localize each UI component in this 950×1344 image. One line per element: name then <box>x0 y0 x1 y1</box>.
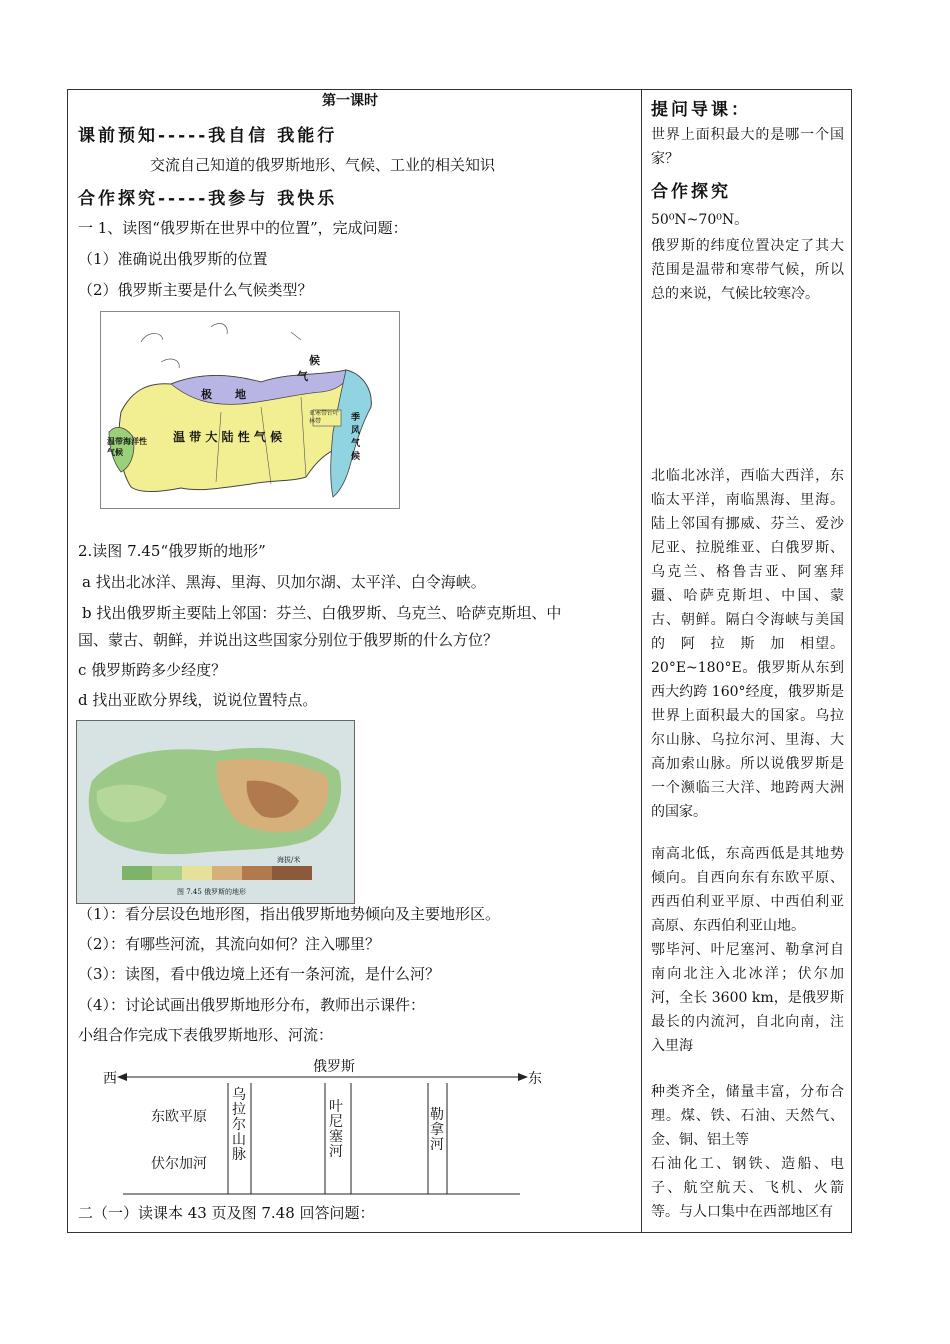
resources-text: 种类齐全，储量丰富，分布合理。煤、铁、石油、天然气、金、铜、铝土等 <box>651 1084 844 1148</box>
location-note <box>651 464 844 824</box>
label-maritime: 温带海洋性气候 <box>107 436 147 457</box>
question-2-a: a 找出北冰洋、黑海、里海、贝加尔湖、太平洋、白令海峡。 <box>82 573 486 591</box>
guide-text <box>651 123 844 171</box>
climate-note <box>651 234 844 306</box>
guide-text-p: 世界上面积最大的是哪一个国家？ <box>651 127 844 167</box>
label-polar-hou: 候 <box>309 354 320 367</box>
diagram-yenisei-river: 叶尼塞河 <box>329 1099 343 1160</box>
question-1-1: （1）准确说出俄罗斯的位置 <box>78 250 268 268</box>
latitude-note <box>651 208 844 232</box>
step-1: （1）：看分层设色地形图，指出俄罗斯地势倾向及主要地形区。 <box>78 905 501 923</box>
terrain-note <box>651 842 844 938</box>
question-1: 一 1、读图“俄罗斯在世界中的位置”，完成问题： <box>78 219 408 237</box>
diagram-east: 东 <box>528 1071 542 1087</box>
group-task: 小组合作完成下表俄罗斯地形、河流： <box>78 1026 334 1044</box>
question-1-2: （2）俄罗斯主要是什么气候类型？ <box>78 281 313 299</box>
russia-terrain-map <box>76 720 355 904</box>
label-yellow-box: 亚寒带针叶林带 <box>309 410 340 425</box>
industry-note <box>651 1152 844 1224</box>
step-3: （3）：读图，看中俄边境上还有一条河流，是什么河？ <box>78 965 441 983</box>
guide-heading: 提问导课： <box>651 100 751 120</box>
explore-heading: 合作探究-----我参与 我快乐 <box>78 189 338 209</box>
question-2-d: d 找出亚欧分界线，说说位置特点。 <box>78 691 318 709</box>
diagram-river: 伏尔加河 <box>151 1156 207 1172</box>
terrain-map-caption: 图 7.45 俄罗斯的地形 <box>177 888 247 896</box>
terrain-river-diagram <box>95 1050 545 1200</box>
question-2-b-line2: 国、蒙古、朝鲜，并说出这些国家分别位于俄罗斯的什么方位？ <box>78 631 499 649</box>
question-2-b-line1: b 找出俄罗斯主要陆上邻国：芬兰、白俄罗斯、乌克兰、哈萨克斯坦、中 <box>82 604 562 622</box>
terrain-legend-title: 海拔/米 <box>277 856 301 864</box>
location-text: 北临北冰洋，西临大西洋，东临太平洋，南临黑海、里海。陆上邻国有挪威、芬兰、爱沙尼亚、拉脱维亚、白俄罗斯、乌克兰、格鲁吉亚、阿塞拜疆、哈萨克斯坦、中国、蒙古、朝鲜。隔白令海峡与美国的 阿 拉 斯 加 相望。20°E~180°E。俄罗斯从东到西大约跨 160°经度，俄罗斯是世界上面积最大的国家。乌拉尔山脉、乌拉尔河、里海、大高加索山脉。所以说俄罗斯是一个濒临三大洋、地跨两大洲的国家。 <box>651 468 844 820</box>
label-polar-qi: 气 <box>297 370 308 383</box>
diagram-west: 西 <box>103 1071 117 1087</box>
label-monsoon-side: 季 风 气 候 <box>351 413 361 462</box>
question-2-c: c 俄罗斯跨多少经度？ <box>78 661 227 679</box>
diagram-plain: 东欧平原 <box>151 1109 207 1125</box>
preview-text: 交流自己知道的俄罗斯地形、气候、工业的相关知识 <box>150 156 496 174</box>
resources-note <box>651 1080 844 1152</box>
terrain-map-svg <box>77 721 354 903</box>
russia-climate-map <box>100 311 400 509</box>
rivers-note <box>651 938 844 1058</box>
diagram-title: 俄罗斯 <box>313 1059 355 1075</box>
label-polar: 极 地 <box>201 388 252 401</box>
diagram-lena-river: 勒拿河 <box>430 1107 444 1153</box>
label-temperate-continental: 温 带 大 陆 性 气 候 <box>173 430 283 444</box>
step-4: （4）：讨论试画出俄罗斯地形分布，教师出示课件： <box>78 996 426 1014</box>
part-2-question: 二（一）读课本 43 页及图 7.48 回答问题： <box>78 1204 375 1222</box>
lesson-title: 第一课时 <box>322 93 378 109</box>
climate-text: 俄罗斯的纬度位置决定了其大范围是温带和寒带气候，所以总的来说，气候比较寒冷。 <box>651 238 844 302</box>
latitude-text: 50⁰N~70⁰N。 <box>651 212 749 228</box>
preview-heading: 课前预知-----我自信 我能行 <box>78 126 338 146</box>
step-2: （2）：有哪些河流，其流向如何？注入哪里？ <box>78 935 381 953</box>
industry-text: 石油化工、钢铁、造船、电子、航空航天、飞机、火箭等。与人口集中在西部地区有 <box>651 1156 844 1220</box>
rivers-text: 鄂毕河、叶尼塞河、勒拿河自南向北注入北冰洋；伏尔加河，全长 3600 km，是俄罗斯最长的内流河，自北向南，注入里海 <box>651 942 844 1054</box>
question-2: 2.读图 7.45“俄罗斯的地形” <box>78 542 266 560</box>
column-divider <box>641 89 642 1233</box>
climate-map-svg <box>101 312 399 508</box>
right-explore-heading: 合作探究 <box>651 182 731 202</box>
diagram-ural-mountains: 乌拉尔山脉 <box>232 1087 246 1163</box>
terrain-text: 南高北低，东高西低是其地势倾向。自西向东有东欧平原、西西伯利亚平原、中西伯利亚高原、东西伯利亚山地。 <box>651 846 844 934</box>
